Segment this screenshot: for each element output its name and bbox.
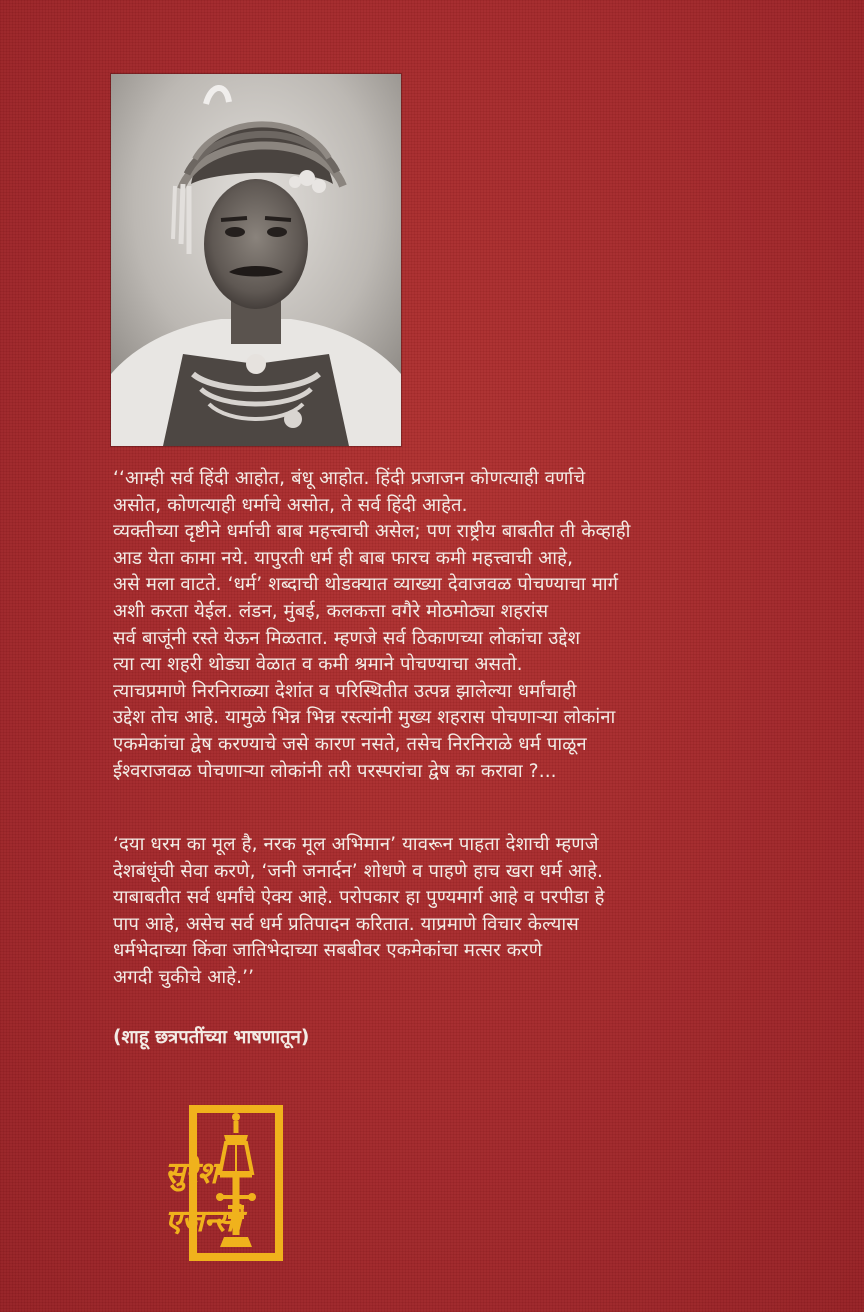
publisher-name [165,1150,242,1246]
quote-line: आड येता कामा नये. यापुरती धर्म ही बाब फारच कमी महत्त्वाची आहे, [113,547,574,569]
quote-line: देशबंधूंची सेवा करणे, ‘जनी जनार्दन’ शोधणे व पाहणे हाच खरा धर्म आहे. [113,860,604,882]
quote-line: एकमेकांचा द्वेष करण्याचे जसे कारण नसते, तसेच निरनिराळे धर्म पाळून [113,733,587,755]
quote-line: पाप आहे, असेच सर्व धर्म प्रतिपादन करितात. याप्रमाणे विचार केल्यास [113,913,579,935]
quote-line: त्याचप्रमाणे निरनिराळ्या देशांत व परिस्थितीत उत्पन्न झालेल्या धर्मांचाही [113,680,577,702]
quote-line: ‘‘आम्ही सर्व हिंदी आहोत, बंधू आहोत. हिंदी प्रजाजन कोणत्याही वर्णाचे [113,468,586,489]
publisher-name-line-1: सुरेश [165,1156,218,1191]
quote-line: ‘दया धरम का मूल है, नरक मूल अभिमान’ यावरून पाहता देशाची म्हणजे [113,834,599,855]
quote-paragraph-2 [113,832,753,992]
quote-attribution: (शाहू छत्रपतींच्या भाषणातून) [113,1027,310,1048]
quote-line: अशी करता येईल. लंडन, मुंबई, कलकत्ता वगैरे मोठमोठ्या शहरांस [113,600,549,622]
quote-line: सर्व बाजूंनी रस्ते येऊन मिळतात. म्हणजे सर्व ठिकाणच्या लोकांचा उद्देश [113,627,581,649]
quote-line: ईश्वराजवळ पोचणाऱ्या लोकांनी तरी परस्परांचा द्वेष का करावा ?... [113,760,557,782]
quote-line: अगदी चुकीचे आहे.’’ [113,966,255,988]
quote-paragraph-1 [113,466,753,785]
publisher-name-line-2: एजन्सी [165,1204,242,1239]
portrait-illustration [111,74,401,446]
quote-line: उद्देश तोच आहे. यामुळे भिन्न भिन्न रस्त्यांनी मुख्य शहरास पोचणाऱ्या लोकांना [113,707,616,729]
quote-line: असोत, कोणत्याही धर्माचे असोत, ते सर्व हिंदी आहेत. [113,494,468,516]
portrait-photo [111,74,401,446]
quote-line: त्या त्या शहरी थोड्या वेळात व कमी श्रमाने पोचण्याचा असतो. [113,654,523,676]
quote-line: याबाबतीत सर्व धर्मांचे ऐक्य आहे. परोपकार हा पुण्यमार्ग आहे व परपीडा हे [113,887,605,909]
quote-line: धर्मभेदाच्या किंवा जातिभेदाच्या सबबीवर एकमेकांचा मत्सर करणे [113,940,543,962]
quote-line: असे मला वाटते. ‘धर्म’ शब्दाची थोडक्यात व्याख्या देवाजवळ पोचण्याचा मार्ग [113,574,619,596]
quote-line: व्यक्तीच्या दृष्टीने धर्माची बाब महत्त्वाची असेल; पण राष्ट्रीय बाबतीत ती केव्हाही [113,521,631,543]
